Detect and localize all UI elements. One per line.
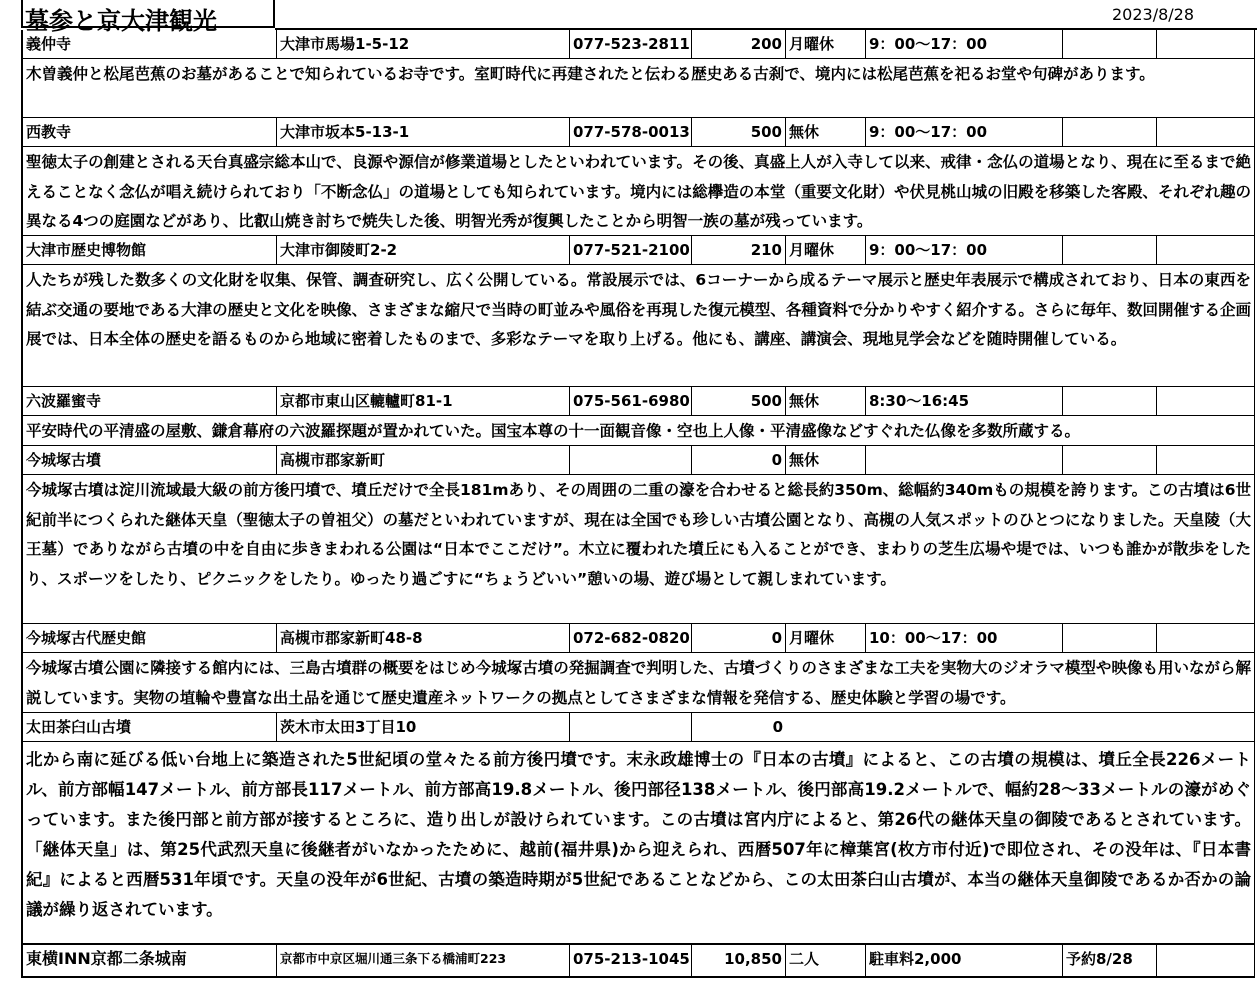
entry-address: 大津市御陵町2-2 (277, 236, 570, 264)
entry-name: 今城塚古墳 (23, 446, 277, 474)
entry-hours: 8:30～16:45 (866, 387, 1063, 415)
entry-description: 人たちが残した数多くの文化財を収集、保管、調査研究し、広く公開している。常設展示では、6コーナーから成るテーマ展示と歴史年表展示で構成されており、日本の東西を結ぶ交通の要地である大津の歴史と文化を映像、さまざまな縮尺で当時の町並みや風俗を再現した復元模型、各種資料で分かりやすく紹介する。さらに毎年、数回開催する企画展では、日本全体の歴史を語るものから地域に密着したものまで、多彩なテーマを取り上げる。他にも、講座、講演会、現地見学会などを随時開催している。 (23, 265, 1254, 387)
hotel-row (23, 945, 1254, 976)
entry-extra-cell (1063, 236, 1157, 264)
entry-extra-cell (1157, 624, 1251, 652)
entry-extra-cell (1157, 118, 1251, 146)
entry-row-ota-chausuyama (23, 713, 1254, 742)
entry-fee: 200 (692, 30, 786, 58)
entry-name: 六波羅蜜寺 (23, 387, 277, 415)
entry-row-gichuji (23, 30, 1254, 59)
entry-fee: 0 (692, 446, 786, 474)
entry-closed: 無休 (786, 118, 866, 146)
entry-hours: 10：00～17：00 (866, 624, 1063, 652)
entry-extra-cell (1063, 118, 1157, 146)
entry-tel (570, 446, 692, 474)
entry-description: 今城塚古墳は淀川流域最大級の前方後円墳で、墳丘だけで全長181mあり、その周囲の二重の濠を合わせると総長約350m、総幅約340mもの規模を誇ります。この古墳は6世紀前半につくられた継体天皇（聖徳太子の曽祖父）の墓だといわれていますが、現在は全国でも珍しい古墳公園となり、高槻の人気スポットのひとつになりました。天皇陵（大王墓）でありながら古墳の中を自由に歩きまわれる公園は“日本でここだけ”。木立に覆われた墳丘にも入ることができ、まわりの芝生広場や堤では、いつも誰かが散歩をしたり、スポーツをしたり、ピクニックをしたり。ゆったり過ごすに“ちょうどいい”憩いの場、遊び場として親しまれています。 (23, 475, 1254, 624)
page-date: 2023/8/28 (1112, 5, 1195, 24)
entry-closed: 無休 (786, 387, 866, 415)
entry-fee: 0 (772, 718, 783, 736)
entry-extra-cell (1063, 446, 1157, 474)
entry-fee: 210 (692, 236, 786, 264)
entry-fee: 500 (692, 118, 786, 146)
entry-closed: 月曜休 (786, 30, 866, 58)
hotel-name: 東横INN京都二条城南 (23, 945, 277, 976)
entry-tel (570, 713, 692, 741)
hotel-tel: 075-213-1045 (570, 945, 692, 976)
hotel-parking: 駐車料2,000 (866, 945, 1063, 976)
entry-row-saikyoji (23, 118, 1254, 147)
entry-description: 平安時代の平清盛の屋敷、鎌倉幕府の六波羅探題が置かれていた。国宝本尊の十一面観音像・空也上人像・平清盛像などすぐれた仏像を多数所蔵する。 (23, 416, 1254, 446)
hotel-guests: 二人 (786, 945, 866, 976)
entry-extra-cell (1157, 30, 1251, 58)
hotel-address: 京都市中京区堀川通三条下る橋浦町223 (277, 945, 570, 976)
entry-closed: 月曜休 (786, 624, 866, 652)
entry-row-imashirozuka-museum (23, 624, 1254, 653)
entry-name: 太田茶臼山古墳 (23, 713, 277, 741)
entry-extra-cell (1063, 387, 1157, 415)
entry-tel: 077-521-2100 (570, 236, 692, 264)
entry-address: 京都市東山区轆轤町81-1 (277, 387, 570, 415)
entry-hours: 9：00～17：00 (866, 30, 1063, 58)
hotel-extra-cell (1157, 945, 1251, 976)
entry-extra-cell (1063, 30, 1157, 58)
entry-tel: 077-578-0013 (570, 118, 692, 146)
entry-closed: 月曜休 (786, 236, 866, 264)
entry-name: 義仲寺 (23, 30, 277, 58)
entry-extra-cell (1157, 236, 1251, 264)
entry-hours: 9：00～17：00 (866, 236, 1063, 264)
entry-name: 今城塚古代歴史館 (23, 624, 277, 652)
entry-row-imashirozuka-kofun (23, 446, 1254, 475)
page-header (0, 0, 1257, 35)
entry-tel: 075-561-6980 (570, 387, 692, 415)
hotel-fee: 10,850 (692, 945, 786, 976)
entry-extra-cell (1157, 446, 1251, 474)
entry-address: 大津市馬場1-5-12 (277, 30, 570, 58)
page-title: 墓参と京大津観光 (25, 7, 217, 35)
entry-description: 北から南に延びる低い台地上に築造された5世紀頃の堂々たる前方後円墳です。末永政雄博士の『日本の古墳』によると、この古墳の規模は、墳丘全長226メートル、前方部幅147メートル、前方部長117メートル、前方部高19.8メートル、後円部径138メートル、後円部高19.2メートルで、幅約28～33メートルの濠がめぐっています。また後円部と前方部が接するところに、造り出しが設けられています。この古墳は宮内庁によると、第26代の継体天皇の御陵であるとされています。「継体天皇」は、第25代武烈天皇に後継者がいなかったために、越前(福井県)から迎えられ、西暦507年に樟葉宮(枚方市付近)で即位され、その没年は、『日本書紀』によると西暦531年頃です。天皇の没年が6世紀、古墳の築造時期が5世紀であることなどから、この太田茶臼山古墳が、本当の継体天皇御陵であるか否かの論議が繰り返されています。 (26, 750, 1251, 919)
entry-hours (866, 446, 1063, 474)
entry-address: 茨木市太田3丁目10 (277, 713, 570, 741)
entry-hours: 9：00～17：00 (866, 118, 1063, 146)
entry-description: 木曽義仲と松尾芭蕉のお墓があることで知られているお寺です。室町時代に再建されたと伝わる歴史ある古刹で、境内には松尾芭蕉を祀るお堂や句碑があります。 (23, 59, 1254, 118)
entry-row-rokuharamitsuji (23, 387, 1254, 416)
entry-description: 聖徳太子の創建とされる天台真盛宗総本山で、良源や源信が修業道場としたといわれています。その後、真盛上人が入寺して以来、戒律・念仏の道場となり、現在に至るまで絶えることなく念仏が唱え続けられており「不断念仏」の道場としても知られています。境内には総欅造の本堂（重要文化財）や伏見桃山城の旧殿を移築した客殿、それぞれ趣の異なる4つの庭園などがあり、比叡山焼き討ちで焼失した後、明智光秀が復興したことから明智一族の墓が残っています。 (23, 147, 1254, 236)
section-gap (23, 928, 1254, 945)
entry-description: 今城塚古墳公園に隣接する館内には、三島古墳群の概要をはじめ今城塚古墳の発掘調査で判明した、古墳づくりのさまざまな工夫を実物大のジオラマ模型や映像も用いながら解説しています。実物の埴輪や豊富な出土品を通じて歴史遺産ネットワークの拠点としてさまざまな情報を発信する、歴史体験と学習の場です。 (23, 653, 1254, 713)
entry-name: 西教寺 (23, 118, 277, 146)
entry-extra-cell (1063, 624, 1157, 652)
entry-fee: 0 (692, 624, 786, 652)
itinerary-sheet (21, 30, 1255, 978)
entry-address: 大津市坂本5-13-1 (277, 118, 570, 146)
entry-closed: 無休 (786, 446, 866, 474)
entry-tel: 072-682-0820 (570, 624, 692, 652)
hotel-reservation: 予約8/28 (1063, 945, 1157, 976)
entry-extra-cell (1157, 387, 1251, 415)
entry-fee: 500 (692, 387, 786, 415)
entry-name: 大津市歴史博物館 (23, 236, 277, 264)
entry-address: 高槻市郡家新町48-8 (277, 624, 570, 652)
entry-row-otsu-museum (23, 236, 1254, 265)
entry-tel: 077-523-2811 (570, 30, 692, 58)
entry-address: 高槻市郡家新町 (277, 446, 570, 474)
